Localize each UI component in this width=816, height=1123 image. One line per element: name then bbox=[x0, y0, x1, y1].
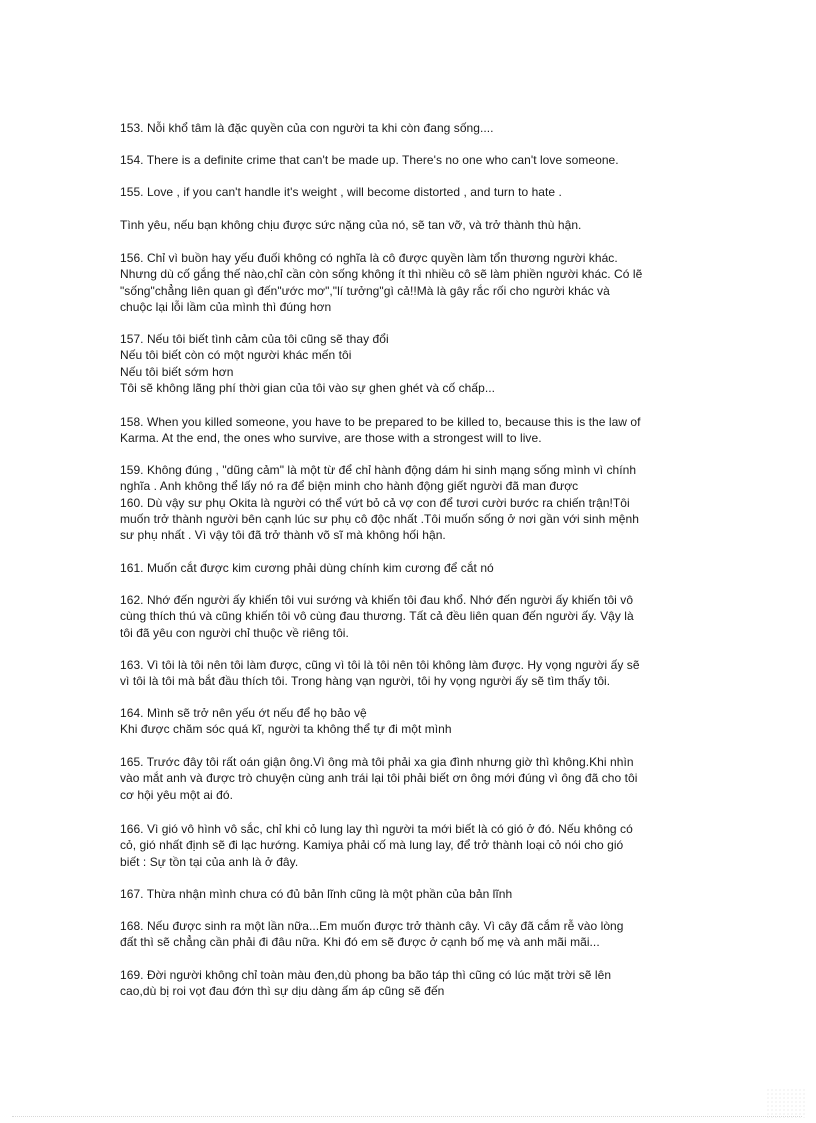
text-line: 162. Nhớ đến người ấy khiến tôi vui sướng và khiến tôi đau khổ. Nhớ đến người ấy khiến tôi vô bbox=[120, 593, 634, 607]
paragraph bbox=[120, 217, 720, 233]
paragraph bbox=[120, 152, 720, 168]
paragraph bbox=[120, 184, 720, 200]
text-line: Khi được chăm sóc quá kĩ, người ta không thể tự đi một mình bbox=[120, 722, 452, 737]
paragraph bbox=[120, 886, 720, 902]
text-line: Karma. At the end, the ones who survive, are those with a strongest will to live. bbox=[120, 431, 542, 446]
paragraph bbox=[120, 592, 720, 641]
paragraph bbox=[120, 462, 720, 543]
text-line: 164. Mình sẽ trở nên yếu ớt nếu để họ bảo vệ bbox=[120, 706, 367, 720]
text-line: cỏ, gió nhất định sẽ đi lạc hướng. Kamiya phải cố mà lung lay, để trở thành loại cỏ nói cho gió bbox=[120, 838, 624, 853]
text-line: 154. There is a definite crime that can't be made up. There's no one who can't love someone. bbox=[120, 153, 619, 167]
text-line: Nếu tôi biết sớm hơn bbox=[120, 364, 234, 379]
text-line: Tôi sẽ không lãng phí thời gian của tôi vào sự ghen ghét và cố chấp... bbox=[120, 380, 495, 395]
paragraph bbox=[120, 705, 720, 738]
text-line: 157. Nếu tôi biết tình cảm của tôi cũng sẽ thay đổi bbox=[120, 332, 389, 346]
text-line: sư phụ nhất . Vì vậy tôi đã trở thành võ sĩ mà không hối hận. bbox=[120, 528, 446, 543]
text-line: Tình yêu, nếu bạn không chịu được sức nặng của nó, sẽ tan vỡ, và trở thành thù hận. bbox=[120, 218, 582, 232]
text-line: biết : Sự tồn tại của anh là ở đây. bbox=[120, 854, 299, 869]
text-line: tôi đã yêu con người chỉ thuộc về riêng tôi. bbox=[120, 625, 349, 640]
text-line: 166. Vì gió vô hình vô sắc, chỉ khi cỏ lung lay thì người ta mới biết là có gió ở đó. Nếu không có bbox=[120, 822, 633, 836]
paragraph bbox=[120, 918, 720, 951]
paragraph bbox=[120, 754, 720, 803]
text-line: vào mắt anh và được trò chuyện cùng anh trái lại tôi phải biết ơn ông mới đúng vì ông đã cho tôi bbox=[120, 771, 638, 786]
text-line: 168. Nếu được sinh ra một lần nữa...Em muốn được trở thành cây. Vì cây đã cắm rễ vào lòng bbox=[120, 919, 624, 933]
text-line: 161. Muốn cắt được kim cương phải dùng chính kim cương để cắt nó bbox=[120, 561, 494, 575]
text-line: nghĩa . Anh không thể lấy nó ra để biện minh cho hành động giết người đã man được bbox=[120, 479, 579, 494]
text-line: 169. Đời người không chỉ toàn màu đen,dù phong ba bão táp thì cũng có lúc mặt trời sẽ lên bbox=[120, 968, 612, 982]
text-line: Nhưng dù cố gắng thế nào,chỉ cần còn sống không ít thì nhiều cô sẽ làm phiền người khác. Có lẽ bbox=[120, 267, 643, 282]
text-line: 155. Love , if you can't handle it's weight , will become distorted , and turn to hate . bbox=[120, 185, 562, 199]
text-line: vì tôi là tôi mà bắt đầu thích tôi. Trong hàng vạn người, tôi hy vọng người ấy sẽ tìm thấy tôi. bbox=[120, 674, 611, 689]
text-line: đất thì sẽ chẳng cần phải đi đâu nữa. Khi đó em sẽ được ở cạnh bố mẹ và anh mãi mãi... bbox=[120, 935, 600, 950]
text-line: 160. Dù vậy sư phụ Okita là người có thể vứt bỏ cả vợ con để tươi cười bước ra chiến trận!Tôi bbox=[120, 495, 630, 510]
paragraph bbox=[120, 967, 720, 1000]
text-line: muốn trở thành người bên cạnh lúc sư phụ cô độc nhất .Tôi muốn sống ở nơi gần với sinh mệnh bbox=[120, 511, 639, 526]
text-line: Nếu tôi biết còn có một người khác mến tôi bbox=[120, 348, 352, 363]
text-line: cơ hội yêu một ai đó. bbox=[120, 787, 233, 802]
paragraph bbox=[120, 821, 720, 870]
text-line: 159. Không đúng , "dũng cảm" là một từ để chỉ hành động dám hi sinh mạng sống mình vì chính bbox=[120, 463, 637, 477]
corner-texture bbox=[766, 1088, 806, 1118]
text-line: 156. Chỉ vì buồn hay yếu đuối không có nghĩa là cô được quyền làm tổn thương người khác. bbox=[120, 251, 618, 265]
paragraph bbox=[120, 331, 720, 396]
paragraph bbox=[120, 120, 720, 136]
paragraph bbox=[120, 560, 720, 576]
paragraph bbox=[120, 250, 720, 315]
text-line: 163. Vì tôi là tôi nên tôi làm được, cũng vì tôi là tôi nên tôi không làm được. Hy vọng người ấy sẽ bbox=[120, 658, 640, 672]
text-line: "sống"chẳng liên quan gì đến"ước mơ","lí tưởng"gì cả!!Mà là gây rắc rối cho người khác và bbox=[120, 283, 610, 298]
text-line: 167. Thừa nhận mình chưa có đủ bản lĩnh cũng là một phần của bản lĩnh bbox=[120, 887, 513, 901]
paragraph bbox=[120, 657, 720, 690]
text-line: cao,dù bị roi vọt đau đớn thì sự dịu dàng ấm áp cũng sẽ đến bbox=[120, 984, 445, 999]
text-line: 158. When you killed someone, you have to be prepared to be killed to, because this is the law of bbox=[120, 415, 641, 429]
page-bottom-border bbox=[12, 1116, 802, 1117]
text-line: 153. Nỗi khổ tâm là đặc quyền của con người ta khi còn đang sống.... bbox=[120, 121, 494, 135]
text-line: cùng thích thú và cũng khiến tôi vô cùng đau thương. Tất cả đều liên quan đến người ấy. Vậy là bbox=[120, 609, 634, 624]
text-line: 165. Trước đây tôi rất oán giận ông.Vì ông mà tôi phải xa gia đình nhưng giờ thì không.Khi nhìn bbox=[120, 755, 634, 769]
paragraph bbox=[120, 414, 720, 447]
text-line: chuộc lại lỗi lầm của mình thì đúng hơn bbox=[120, 299, 332, 314]
